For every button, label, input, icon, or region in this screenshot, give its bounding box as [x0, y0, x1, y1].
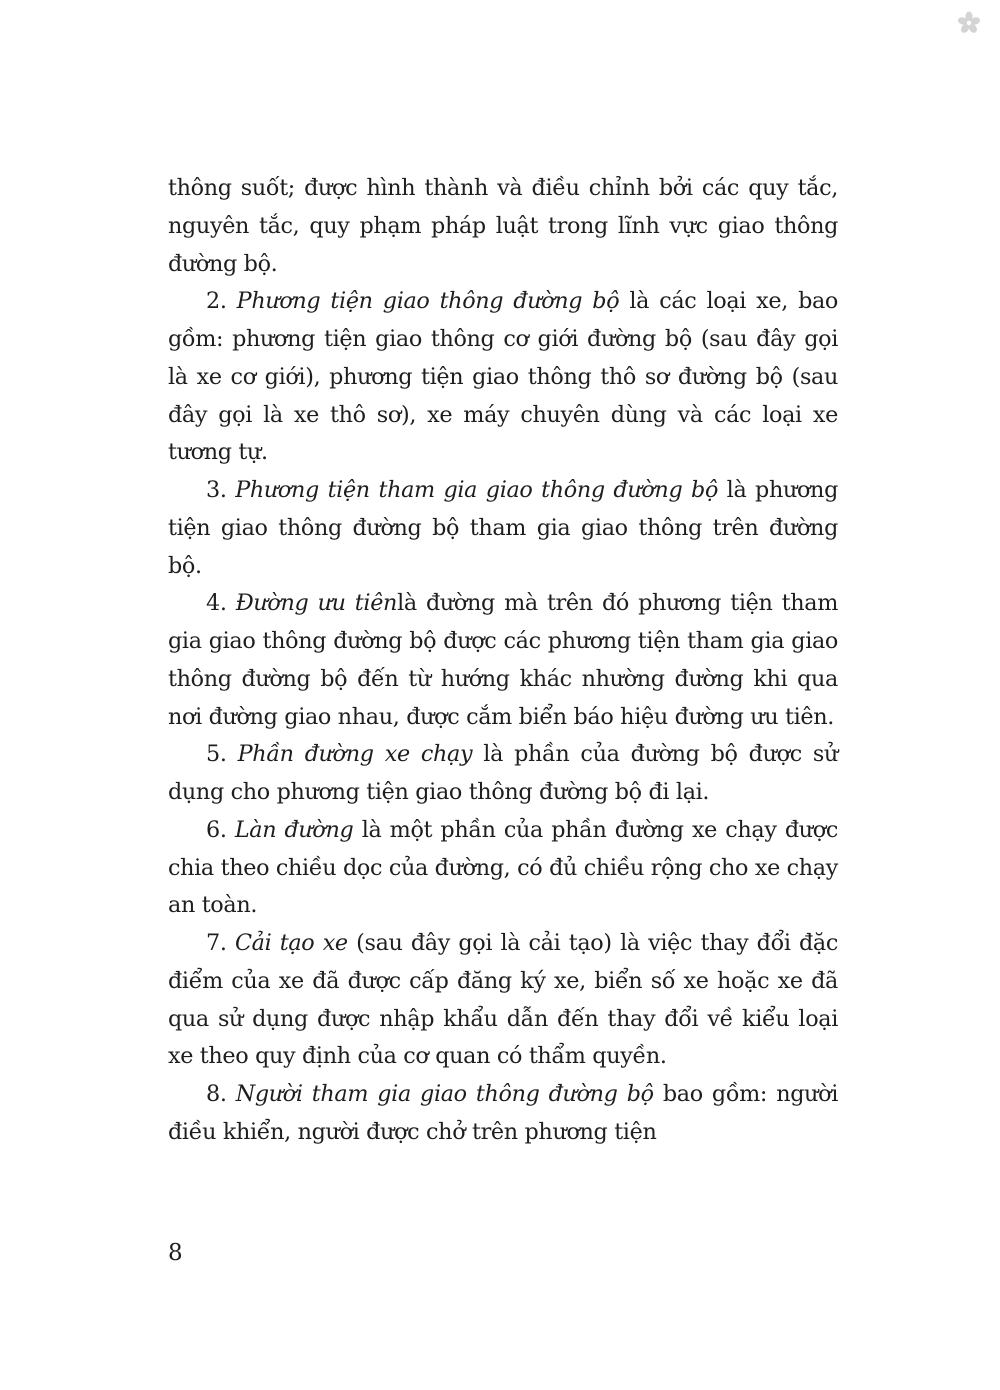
- defined-term: Người tham gia giao thông đường bộ: [235, 1081, 654, 1107]
- paragraph-2: [168, 283, 838, 472]
- paragraph-text: thông suốt; được hình thành và điều chỉnh bởi các quy tắc, nguyên tắc, quy phạm pháp luật trong lĩnh vực giao thông đường bộ.: [168, 175, 838, 277]
- paragraph-text: (sau đây gọi là cải tạo) là việc thay đổi đặc điểm của xe đã được cấp đăng ký xe, biển số xe hoặc xe đã qua sử dụng được nhập khẩu dẫn đến thay đổi về kiểu loại xe theo quy định của cơ quan có thẩm quyền.: [168, 930, 839, 1070]
- item-number: 6.: [206, 816, 235, 843]
- paragraph-7: [168, 925, 838, 1076]
- item-number: 8.: [206, 1081, 236, 1107]
- paragraph-1: [168, 170, 838, 283]
- defined-term: Phương tiện giao thông đường bộ: [236, 288, 620, 315]
- page-number: 8: [168, 1240, 183, 1266]
- item-number: 5.: [206, 741, 238, 768]
- paragraph-text: là các loại xe, bao gồm: phương tiện giao thông cơ giới đường bộ (sau đây gọi là xe cơ giới), phương tiện giao thông thô sơ đường bộ (sau đây gọi là xe thô sơ), xe máy chuyên dùng và các loại xe tương tự.: [168, 288, 839, 466]
- paragraph-8: [168, 1076, 838, 1152]
- item-number: 4.: [206, 590, 236, 617]
- defined-term: Làn đường: [234, 816, 354, 843]
- item-number: 3.: [206, 477, 236, 503]
- paragraph-text: là phương tiện giao thông đường bộ tham gia giao thông trên đường bộ.: [168, 477, 838, 579]
- defined-term: Phần đường xe chạy: [237, 741, 473, 768]
- paragraph-5: [168, 736, 838, 812]
- item-number: 2.: [206, 288, 237, 315]
- item-number: 7.: [206, 930, 235, 956]
- paragraph-4: [168, 585, 838, 736]
- body-text: [168, 170, 838, 1152]
- paragraph-6: [168, 812, 838, 925]
- paragraph-text: là một phần của phần đường xe chạy được chia theo chiều dọc của đường, có đủ chiều rộng cho xe chạy an toàn.: [168, 816, 839, 919]
- paragraph-text: là phần của đường bộ được sử dụng cho phương tiện giao thông đường bộ đi lại.: [168, 741, 839, 805]
- paragraph-text: bao gồm: người điều khiển, người được chở trên phương tiện: [168, 1081, 838, 1145]
- defined-term: Cải tạo xe: [234, 930, 348, 956]
- defined-term: Phương tiện tham gia giao thông đường bộ: [235, 477, 719, 503]
- paragraph-text: là đường mà trên đó phương tiện tham gia giao thông đường bộ được các phương tiện tham gia giao thông đường bộ đến từ hướng khác nhường đường khi qua nơi đường giao nhau, được cắm biển báo hiệu đường ưu tiên.: [168, 590, 839, 730]
- paragraph-3: [168, 472, 838, 585]
- flower-watermark-icon: [957, 11, 981, 35]
- defined-term: Đường ưu tiên: [235, 590, 398, 617]
